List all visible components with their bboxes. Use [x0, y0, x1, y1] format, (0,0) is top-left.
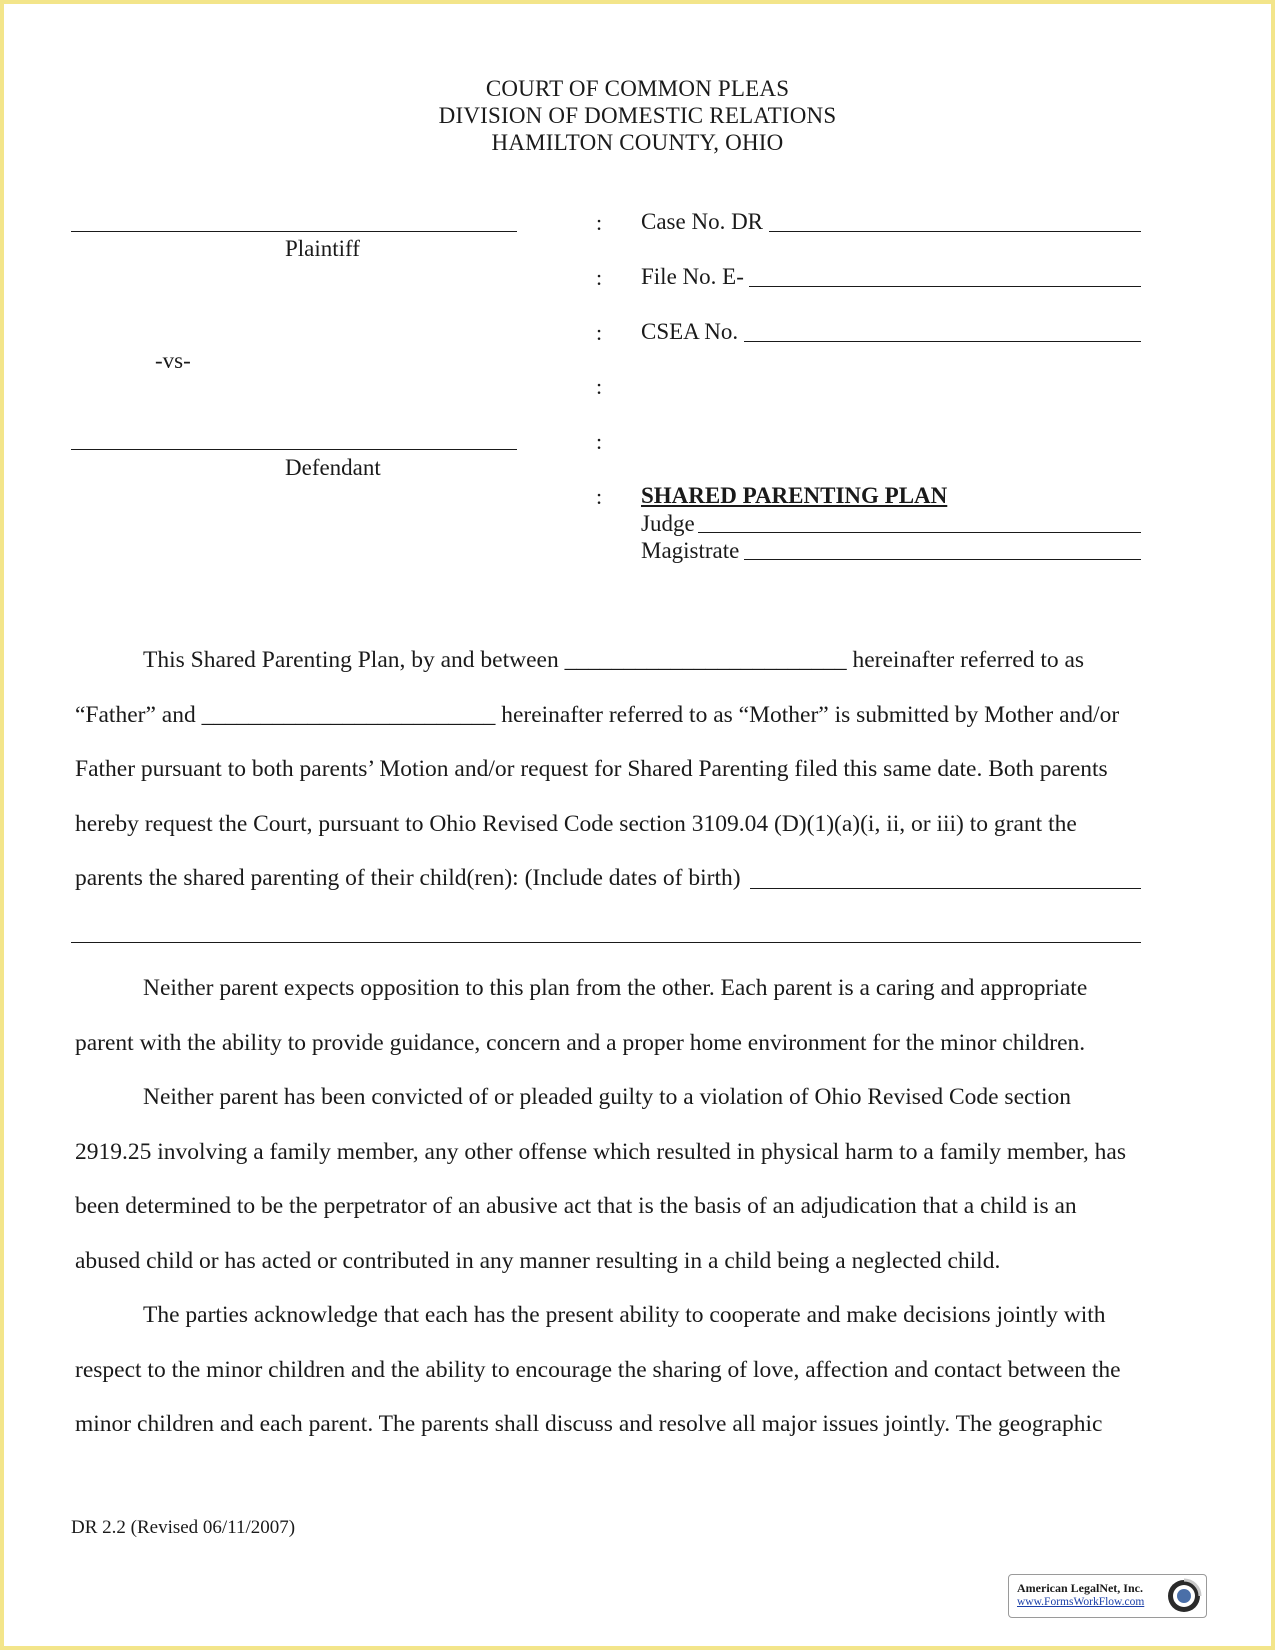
case-no-field[interactable]: [769, 231, 1141, 232]
paragraph-4-line: The parties acknowledge that each has the present ability to cooperate and make decisions jointly with: [143, 1302, 1106, 1328]
paragraph-text: “Father” and: [75, 702, 202, 728]
caption-colon: :: [596, 265, 603, 290]
magistrate-label: Magistrate: [641, 538, 740, 563]
globe-icon: [1166, 1578, 1202, 1614]
csea-no-field[interactable]: [744, 341, 1141, 342]
mother-name-blank[interactable]: _________________________: [201, 702, 496, 728]
paragraph-4-line: minor children and each parent. The parents shall discuss and resolve all major issues jointly. The geographic: [75, 1411, 1103, 1437]
paragraph-1-line: parents the shared parenting of their child(ren): (Include dates of birth): [75, 865, 741, 891]
caption-colon: :: [596, 374, 603, 399]
caption-colon: :: [596, 429, 603, 454]
paragraph-1-line: hereby request the Court, pursuant to Ohio Revised Code section 3109.04 (D)(1)(a)(i, ii, or iii) to grant the: [75, 811, 1077, 837]
file-no-label: File No. E-: [641, 264, 744, 289]
publisher-link[interactable]: www.FormsWorkFlow.com: [1017, 1596, 1145, 1608]
caption-colon: :: [596, 484, 603, 509]
paragraph-2-line: parent with the ability to provide guidance, concern and a proper home environment for the minor children.: [75, 1030, 1086, 1056]
children-dob-field[interactable]: [750, 888, 1141, 889]
defendant-label: Defendant: [285, 455, 381, 480]
judge-field[interactable]: [698, 532, 1141, 533]
case-no-label: Case No. DR: [641, 209, 764, 234]
caption-colon: :: [596, 210, 603, 235]
paragraph-2-line: Neither parent expects opposition to this plan from the other. Each parent is a caring and appropriate: [143, 975, 1088, 1001]
document-page: [4, 4, 1271, 1646]
form-revision-label: DR 2.2 (Revised 06/11/2007): [71, 1517, 296, 1538]
paragraph-1-line: [75, 702, 1119, 729]
defendant-name-line[interactable]: [71, 449, 517, 450]
paragraph-4-line: respect to the minor children and the ability to encourage the sharing of love, affection and contact between the: [75, 1357, 1121, 1383]
paragraph-3-line: abused child or has acted or contributed in any manner resulting in a child being a neglected child.: [75, 1248, 1001, 1274]
paragraph-text: hereinafter referred to as “Mother” is submitted by Mother and/or: [495, 702, 1120, 728]
paragraph-3-line: been determined to be the perpetrator of an abusive act that is the basis of an adjudication that a child is an: [75, 1193, 1077, 1219]
court-name: COURT OF COMMON PLEAS: [485, 76, 790, 101]
publisher-name: American LegalNet, Inc.: [1017, 1581, 1143, 1595]
judge-label: Judge: [641, 511, 695, 536]
caption-colon: :: [596, 320, 603, 345]
paragraph-text: hereinafter referred to as: [846, 647, 1085, 673]
plaintiff-name-line[interactable]: [71, 231, 517, 232]
csea-no-label: CSEA No.: [641, 319, 739, 344]
vs-label: -vs-: [155, 348, 191, 373]
children-dob-field-continued[interactable]: [71, 942, 1141, 943]
paragraph-3-line: 2919.25 involving a family member, any other offense which resulted in physical harm to a family member, has: [75, 1139, 1126, 1165]
paragraph-3-line: Neither parent has been convicted of or pleaded guilty to a violation of Ohio Revised Code section: [143, 1084, 1071, 1110]
division-name: DIVISION OF DOMESTIC RELATIONS: [438, 103, 837, 128]
paragraph-1-line: [143, 647, 1084, 674]
plaintiff-label: Plaintiff: [285, 236, 360, 261]
document-title: SHARED PARENTING PLAN: [641, 483, 948, 508]
father-name-blank[interactable]: ________________________: [564, 647, 847, 673]
county-name: HAMILTON COUNTY, OHIO: [491, 130, 784, 155]
publisher-logo: [1008, 1574, 1207, 1618]
paragraph-1-line: Father pursuant to both parents’ Motion and/or request for Shared Parenting filed this same date. Both parents: [75, 756, 1108, 782]
magistrate-field[interactable]: [744, 559, 1141, 560]
file-no-field[interactable]: [749, 286, 1141, 287]
paragraph-text: This Shared Parenting Plan, by and between: [143, 647, 565, 673]
